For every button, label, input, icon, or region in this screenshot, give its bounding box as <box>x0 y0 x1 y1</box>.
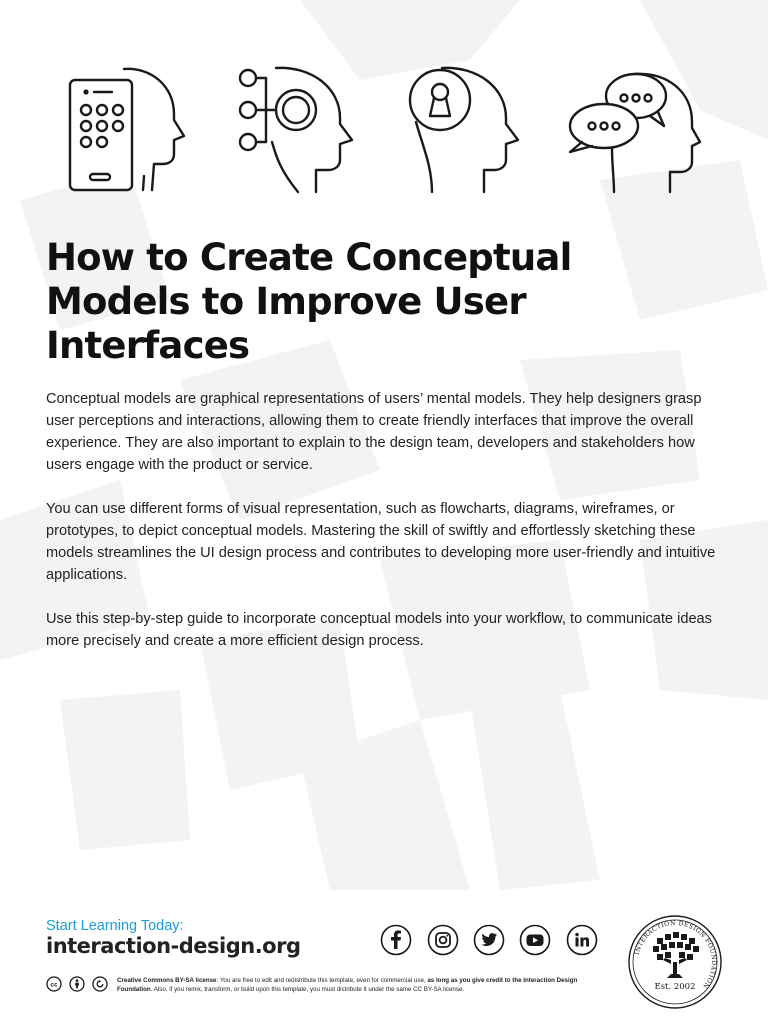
license-icons <box>46 976 110 994</box>
speech-bubbles-head-icon <box>564 66 704 196</box>
header-icons <box>0 66 768 196</box>
website-link[interactable]: interaction-design.org <box>46 934 301 958</box>
sa-icon <box>92 976 108 992</box>
license-name[interactable]: Creative Commons BY-SA license <box>117 977 217 984</box>
svg-text:INTERACTION DESIGN FOUNDATION: INTERACTION DESIGN FOUNDATION <box>633 919 718 990</box>
paragraph: Conceptual models are graphical representations of users’ mental models. They help designers grasp user perceptions and interactions, allowing them to create friendly interfaces that improve the overall experience. They are also important to explain to the design team, developers and stakeholders how users engage with the product or service. <box>46 391 702 473</box>
license-text <box>117 976 597 994</box>
twitter-icon[interactable] <box>473 924 505 956</box>
idf-seal-logo <box>627 914 723 1010</box>
license-notice <box>46 976 606 996</box>
seal-established: Est. 2002 <box>654 982 696 992</box>
keyhole-head-icon <box>402 66 526 196</box>
license-credit: as long as you give credit to the Interaction Design Foundation <box>117 977 578 993</box>
intro-text <box>46 388 722 674</box>
instagram-icon[interactable] <box>427 924 459 956</box>
footer <box>0 900 768 1024</box>
flowchart-head-icon <box>232 66 356 196</box>
page-title: How to Create Conceptual Models to Improve User Interfaces <box>46 236 572 367</box>
license-text-part1: : You are free to edit and redistribute this template, even for commercial use, <box>216 977 428 984</box>
phone-keypad-head-icon <box>66 66 190 196</box>
paragraph: Use this step-by-step guide to incorporate conceptual models into your workflow, to communicate ideas more precisely and create a more efficient design process. <box>46 611 712 649</box>
cta-label: Start Learning Today: <box>46 918 184 934</box>
license-text-part2: . Also, if you remix, transform, or build upon this template, you must distribute it under the same CC BY-SA license. <box>150 986 465 993</box>
facebook-icon[interactable] <box>380 924 412 956</box>
svg-text:cc: cc <box>50 981 58 989</box>
youtube-icon[interactable] <box>519 924 551 956</box>
paragraph: You can use different forms of visual representation, such as flowcharts, diagrams, wireframes, or prototypes, to depict conceptual models. Mastering the skill of swiftly and effortlessly sketching these models streamlines the UI design process and contributes to developing more user-friendly and intuitive applications. <box>46 501 716 583</box>
cc-icon <box>46 976 62 992</box>
by-icon <box>69 976 85 992</box>
linkedin-icon[interactable] <box>566 924 598 956</box>
